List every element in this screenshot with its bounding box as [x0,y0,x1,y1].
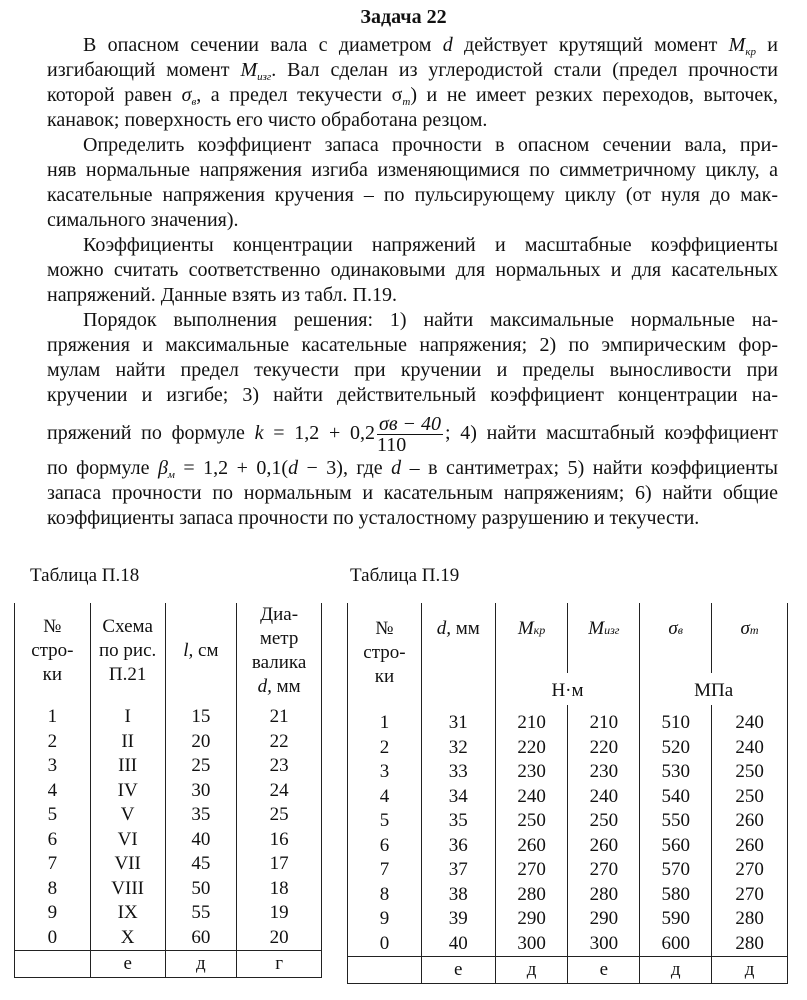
fraction-numerator: σв − 40 [378,412,441,435]
table-cell: 540 [640,785,712,810]
table-cell: 290 [568,907,640,932]
text-segment: = 1,2 + 0,2 [263,422,375,444]
table-cell: 210 [495,705,568,736]
text-segment: можно считать соответственно одинаковыми для нормальных и для касательных [47,259,778,281]
math-subscript: кр [745,46,756,58]
text-segment: няв нормальные напряжения изгиба изменяющимися по симметричному циклу, а [47,159,778,181]
math-symbol: k [254,422,264,444]
table-cell: 250 [568,809,640,834]
table-cell: 40 [165,828,237,853]
table-cell: 590 [640,907,712,932]
text-segment: и [755,34,778,56]
table-cell: 530 [640,760,712,785]
table-cell: V [90,803,165,828]
text-line [47,83,778,108]
table-cell: VI [90,828,165,853]
table-row [348,785,788,810]
header-line: Диа- [260,604,299,625]
header-cell [712,603,788,673]
text-line [47,358,778,383]
text-segment: по формуле [47,457,158,479]
table-cell: 280 [495,883,568,908]
table-cell: 21 [237,699,322,730]
table-cell: 2 [15,730,91,755]
table-cell: 18 [237,877,322,902]
table-row [348,809,788,834]
text-segment: , а предел текучести σ [196,84,403,106]
table-cell: 2 [348,736,422,761]
table-cell: 0 [15,926,91,951]
table-cell: 280 [568,883,640,908]
footer-row [348,957,788,984]
table-cell: 25 [237,803,322,828]
table-cell: IV [90,779,165,804]
text-line [47,108,778,133]
table-row [15,901,322,926]
table-cell: 33 [421,760,495,785]
text-line [47,258,778,283]
math-symbol: β [157,457,168,479]
table-cell: 8 [15,877,91,902]
header-line: d, мм [257,676,301,697]
table-cell: 9 [15,901,91,926]
text-segment: канавок; поверхность его чисто обработана резцом. [47,109,488,131]
text-line [47,58,778,83]
table-row [348,736,788,761]
text-line [47,410,778,456]
table-cell: 220 [568,736,640,761]
text-segment: касательные напряжения кручения – по пульсирующему циклу (от нуля до мак- [47,184,778,206]
table-cell: 40 [421,932,495,957]
unit-cell: МПа [640,673,788,705]
table-cell: VII [90,852,165,877]
header-line: ки [42,664,63,685]
table-cell: 240 [568,785,640,810]
table-cell: 60 [165,926,237,951]
header-line: d, мм [436,618,480,639]
table-cell: 510 [640,705,712,736]
table-cell: 300 [495,932,568,957]
math-symbol: M [728,34,746,56]
header-line: ки [374,666,395,687]
table-cell: 23 [237,754,322,779]
table-cell: 270 [712,883,788,908]
table-cell: 300 [568,932,640,957]
footer-row [15,951,322,978]
header-line: Mизг [588,618,620,639]
table-cell: 6 [15,828,91,853]
header-cell [237,603,322,699]
text-line [47,133,778,158]
table-row [15,852,322,877]
table-p18 [14,603,322,978]
footer-cell: е [421,957,495,984]
header-line: стро- [363,642,406,663]
table-cell: 35 [165,803,237,828]
footer-cell: е [568,957,640,984]
table-row [15,754,322,779]
table-cell: 250 [495,809,568,834]
math-symbol: M [240,59,258,81]
table-row [348,834,788,859]
table-cell: 16 [237,828,322,853]
table-cell: I [90,699,165,730]
text-line [47,383,778,408]
header-line: l, см [183,640,219,661]
table-cell: 600 [640,932,712,957]
header-line: метр [259,628,299,649]
table-p19 [347,603,788,984]
table-cell: 270 [495,858,568,883]
math-subscript: в [191,96,197,108]
table-cell: 55 [165,901,237,926]
math-subscript: м [167,469,175,481]
task-text [47,33,778,531]
table-cell: 19 [237,901,322,926]
table-cell: 8 [348,883,422,908]
table-cell: X [90,926,165,951]
table-cell: 6 [348,834,422,859]
table-cell: 5 [348,809,422,834]
text-line [47,308,778,333]
text-segment: изгибающий момент [47,59,241,81]
footer-cell [15,951,91,978]
table-cell: 570 [640,858,712,883]
header-cell [495,603,568,673]
math-symbol: d [391,457,402,479]
text-segment: запаса прочности по нормальным и касательным напряжениям; 6) найти общие [47,482,778,504]
table-cell: 32 [421,736,495,761]
text-segment: которой равен [47,84,182,106]
table-cell: 0 [348,932,422,957]
text-segment: – в сантиметрах; 5) найти коэффициенты [401,457,778,479]
header-line: σв [668,618,684,639]
table-cell: 280 [712,932,788,957]
table-cell: 1 [15,699,91,730]
text-segment: пряжения и максимальные касательные напряжения; 2) по эмпирическим фор- [47,334,778,356]
task-title: Задача 22 [360,6,447,28]
table-cell: 15 [165,699,237,730]
table-cell: 20 [165,730,237,755]
header-line: П.21 [108,664,147,685]
table-cell: 220 [495,736,568,761]
header-row [348,603,788,673]
table-row [348,705,788,736]
header-line: № [43,616,62,637]
text-segment: Коэффициенты концентрации напряжений и масштабные коэффициенты [83,234,778,256]
text-segment: − 3), где [298,457,392,479]
table-cell: 260 [568,834,640,859]
footer-cell [348,957,422,984]
table-cell: 240 [712,705,788,736]
text-segment: . Вал сделан из углеродистой стали (предел прочности [271,59,778,81]
text-line [47,33,778,58]
table-cell: 230 [568,760,640,785]
header-line: валика [251,652,307,673]
table-row [15,926,322,951]
text-segment: коэффициенты запаса прочности по усталостному разрушению и текучести. [47,507,700,529]
text-segment: = 1,2 + 0,1( [174,457,289,479]
table-cell: 34 [421,785,495,810]
table-cell: 270 [568,858,640,883]
text-line [47,481,778,506]
header-cell [90,603,165,699]
header-cell [568,603,640,673]
table-cell: 560 [640,834,712,859]
text-segment: симального значения). [47,209,239,231]
text-segment: действует крутящий момент [452,34,729,56]
math-symbol: d [442,34,453,56]
footer-cell: е [90,951,165,978]
text-segment: пряжений по формуле [47,422,255,444]
table-cell: 270 [712,858,788,883]
header-line: стро- [31,640,74,661]
unit-cell: Н·м [495,673,640,705]
table-cell: VIII [90,877,165,902]
table-cell: 17 [237,852,322,877]
table-row [348,932,788,957]
text-segment: ) и не имеет резких переходов, выточек, [410,84,778,106]
table-cell: 9 [348,907,422,932]
table-cell: 38 [421,883,495,908]
table-cell: 39 [421,907,495,932]
math-subscript: изг [257,71,272,83]
text-segment: В опасном сечении вала с диаметром [83,34,443,56]
table-cell: 250 [712,785,788,810]
text-line [47,333,778,358]
table-cell: 31 [421,705,495,736]
header-line: по рис. [99,640,157,661]
math-symbol: d [288,457,299,479]
table-cell: 24 [237,779,322,804]
table-cell: 36 [421,834,495,859]
table-row [15,803,322,828]
table19-caption: Таблица П.19 [350,565,460,586]
table-cell: 35 [421,809,495,834]
text-line [47,456,778,481]
table-cell: 25 [165,754,237,779]
text-segment: напряжений. Данные взять из табл. П.19. [47,284,397,306]
table-cell: 30 [165,779,237,804]
table-row [348,760,788,785]
text-segment: мулам найти предел текучести при кручении и пределы выносливости при [47,359,778,381]
table-cell: 22 [237,730,322,755]
table-row [15,730,322,755]
table-row [15,699,322,730]
table-cell: 520 [640,736,712,761]
formula-fraction [377,414,443,455]
table-cell: 260 [712,809,788,834]
table-cell: 250 [712,760,788,785]
text-segment: ; 4) найти масштабный коэффициент [445,422,779,444]
table-cell: 260 [712,834,788,859]
header-cell [640,603,712,673]
header-line: № [375,618,394,639]
table-cell: 550 [640,809,712,834]
footer-cell: д [712,957,788,984]
table-cell: 240 [495,785,568,810]
table-cell: 280 [712,907,788,932]
table-cell: 45 [165,852,237,877]
header-line: Схема [102,616,153,637]
header-line: σт [740,618,759,639]
table18-caption: Таблица П.18 [30,565,140,586]
table-cell: 4 [348,785,422,810]
text-line [47,208,778,233]
text-segment: кручении и изгибе; 3) найти действительный коэффициент концентрации на- [47,384,778,406]
table-row [15,779,322,804]
fraction-denominator: 110 [376,433,407,456]
table-cell: IX [90,901,165,926]
table-cell: 7 [15,852,91,877]
table-cell: 5 [15,803,91,828]
table-cell: 260 [495,834,568,859]
table-cell: 240 [712,736,788,761]
text-segment: Определить коэффициент запаса прочности в опасном сечении вала, при- [83,134,778,156]
text-segment: Порядок выполнения решения: 1) найти максимальные нормальные на- [83,309,778,331]
text-line [47,158,778,183]
footer-cell: д [640,957,712,984]
table-cell: 3 [348,760,422,785]
text-line [47,233,778,258]
table-cell: 7 [348,858,422,883]
table-cell: 37 [421,858,495,883]
table-cell: 290 [495,907,568,932]
header-row [15,603,322,699]
header-cell [348,603,422,705]
footer-cell: д [495,957,568,984]
table-row [348,907,788,932]
table-cell: 50 [165,877,237,902]
header-cell [165,603,237,699]
table-cell: III [90,754,165,779]
text-line [47,506,778,531]
footer-cell: г [237,951,322,978]
header-line: Mкр [517,618,546,639]
header-cell [421,603,495,705]
footer-cell: д [165,951,237,978]
table-cell: II [90,730,165,755]
table-cell: 1 [348,705,422,736]
table-row [348,883,788,908]
text-line [47,183,778,208]
math-symbol: σ [181,84,192,106]
table-row [15,877,322,902]
table-cell: 230 [495,760,568,785]
text-line [47,283,778,308]
table-cell: 20 [237,926,322,951]
table-row [348,858,788,883]
table-cell: 210 [568,705,640,736]
table-cell: 4 [15,779,91,804]
header-cell [15,603,91,699]
table-cell: 580 [640,883,712,908]
math-subscript: т [402,96,411,108]
table-cell: 3 [15,754,91,779]
table-row [15,828,322,853]
